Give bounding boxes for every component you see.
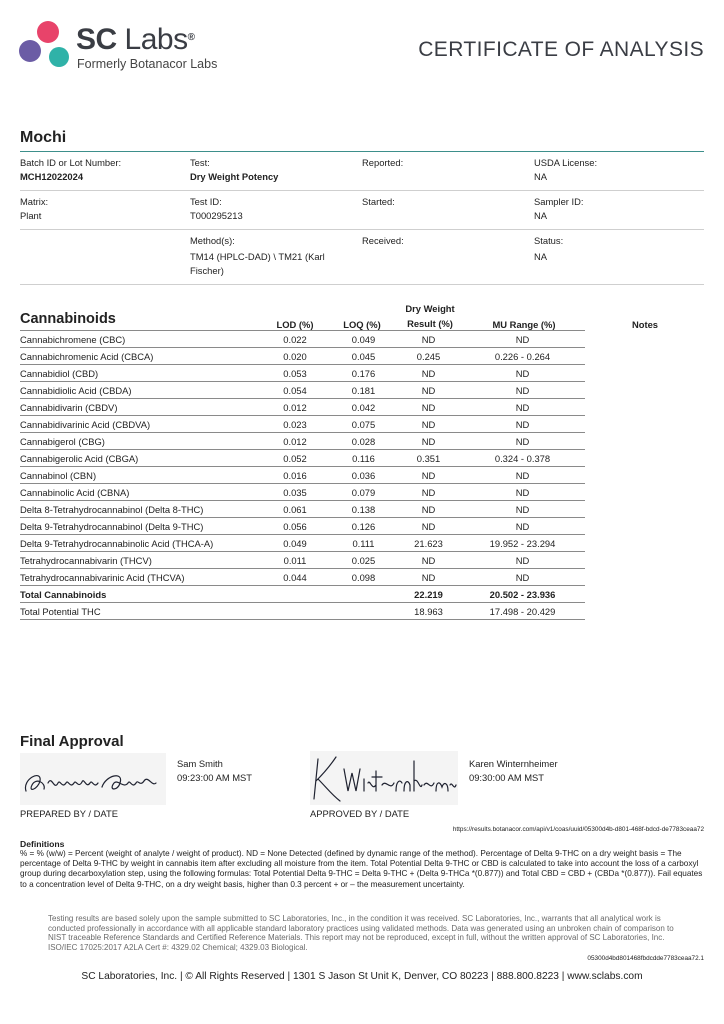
mu-range-value: ND — [460, 365, 585, 382]
analyte-name: Cannabichromene (CBC) — [20, 331, 260, 348]
mu-range-value: ND — [460, 552, 585, 569]
col-header-lod: LOD (%) — [276, 319, 314, 330]
prepared-signature — [20, 753, 166, 805]
analyte-name: Cannabigerolic Acid (CBGA) — [20, 450, 260, 467]
result-value: ND — [397, 501, 460, 518]
coa-url: https://results.botanacor.com/api/v1/coas/uuid/05300d4b-d801-468f-bdcd-de7783ceaa72 — [452, 826, 704, 833]
col-header-loq: LOQ (%) — [343, 319, 381, 330]
usda-info: USDA License: NA — [534, 157, 598, 182]
total-row — [20, 603, 585, 620]
loq-value: 0.111 — [330, 535, 397, 552]
analyte-name: Tetrahydrocannabivarin (THCV) — [20, 552, 260, 569]
analyte-name: Cannabinolic Acid (CBNA) — [20, 484, 260, 501]
sampler-info: Sampler ID: NA — [534, 196, 584, 221]
mu-range-value: ND — [460, 518, 585, 535]
analyte-name: Cannabinol (CBN) — [20, 467, 260, 484]
method-info: Method(s): TM14 (HPLC-DAD) \ TM21 (Karl Fischer) — [190, 235, 325, 276]
lod-value: 0.052 — [260, 450, 330, 467]
table-row — [20, 501, 585, 518]
total-row — [20, 586, 585, 603]
received-info: Received: — [362, 235, 404, 246]
loq-value: 0.176 — [330, 365, 397, 382]
final-approval-title: Final Approval — [20, 733, 124, 750]
result-value: ND — [397, 399, 460, 416]
mu-range-value: ND — [460, 416, 585, 433]
analyte-name: Delta 8-Tetrahydrocannabinol (Delta 8-THC) — [20, 501, 260, 518]
col-header-mu: MU Range (%) — [492, 319, 556, 330]
lod-value: 0.053 — [260, 365, 330, 382]
mu-range-value: ND — [460, 382, 585, 399]
started-info: Started: — [362, 196, 395, 207]
batch-info: Batch ID or Lot Number: MCH12022024 — [20, 157, 122, 182]
analyte-name: Cannabidiolic Acid (CBDA) — [20, 382, 260, 399]
definitions-title: Definitions — [20, 839, 65, 849]
product-name: Mochi — [20, 129, 67, 146]
table-row — [20, 518, 585, 535]
analyte-name: Tetrahydrocannabivarinic Acid (THCVA) — [20, 569, 260, 586]
lod-value: 0.022 — [260, 331, 330, 348]
info-divider — [20, 190, 704, 191]
analyte-name: Cannabidiol (CBD) — [20, 365, 260, 382]
col-header-notes: Notes — [631, 319, 659, 330]
result-value: 21.623 — [397, 535, 460, 552]
total-name: Total Potential THC — [20, 603, 260, 620]
result-value: ND — [397, 552, 460, 569]
result-value: 0.351 — [397, 450, 460, 467]
brand-subtitle: Formerly Botanacor Labs — [77, 57, 218, 71]
prepared-caption: PREPARED BY / DATE — [20, 808, 118, 819]
result-value: ND — [397, 382, 460, 399]
result-value: ND — [397, 484, 460, 501]
table-row — [20, 484, 585, 501]
table-row — [20, 450, 585, 467]
table-row — [20, 348, 585, 365]
test-id-info: Test ID: T000295213 — [190, 196, 243, 221]
result-value: ND — [397, 569, 460, 586]
loq-value: 0.126 — [330, 518, 397, 535]
cannabinoids-table — [20, 330, 585, 620]
lod-value: 0.011 — [260, 552, 330, 569]
table-row — [20, 331, 585, 348]
table-row — [20, 552, 585, 569]
mu-range-value: 0.324 - 0.378 — [460, 450, 585, 467]
result-value: ND — [397, 416, 460, 433]
approved-by: Karen Winternheimer 09:30:00 AM MST — [469, 758, 558, 783]
header — [0, 0, 724, 90]
mu-range-value: ND — [460, 467, 585, 484]
total-mu-range: 17.498 - 20.429 — [460, 603, 585, 620]
loq-value: 0.049 — [330, 331, 397, 348]
analyte-name: Delta 9-Tetrahydrocannabinolic Acid (THCA-A) — [20, 535, 260, 552]
analyte-name: Cannabichromenic Acid (CBCA) — [20, 348, 260, 365]
table-row — [20, 433, 585, 450]
total-mu-range: 20.502 - 23.936 — [460, 586, 585, 603]
mu-range-value: ND — [460, 569, 585, 586]
total-name: Total Cannabinoids — [20, 586, 260, 603]
loq-value: 0.079 — [330, 484, 397, 501]
result-value: 0.245 — [397, 348, 460, 365]
table-row — [20, 399, 585, 416]
lod-value: 0.044 — [260, 569, 330, 586]
lod-value: 0.020 — [260, 348, 330, 365]
loq-value: 0.075 — [330, 416, 397, 433]
table-row — [20, 467, 585, 484]
mu-range-value: ND — [460, 399, 585, 416]
prepared-signature-icon — [20, 753, 166, 805]
lod-value: 0.012 — [260, 433, 330, 450]
loq-value: 0.116 — [330, 450, 397, 467]
lod-value: 0.035 — [260, 484, 330, 501]
lod-value: 0.012 — [260, 399, 330, 416]
loq-value: 0.045 — [330, 348, 397, 365]
reported-info: Reported: — [362, 157, 404, 168]
analyte-name: Delta 9-Tetrahydrocannabinol (Delta 9-THC) — [20, 518, 260, 535]
analyte-name: Cannabidivarinic Acid (CBDVA) — [20, 416, 260, 433]
approved-caption: APPROVED BY / DATE — [310, 808, 410, 819]
table-row — [20, 569, 585, 586]
mu-range-value: ND — [460, 433, 585, 450]
total-result: 18.963 — [397, 603, 460, 620]
mu-range-value: ND — [460, 331, 585, 348]
product-divider — [20, 151, 704, 152]
cannabinoids-title: Cannabinoids — [20, 311, 116, 327]
empty-cell — [330, 603, 397, 620]
loq-value: 0.025 — [330, 552, 397, 569]
info-divider — [20, 284, 704, 285]
table-row — [20, 535, 585, 552]
col-header-result: Dry Weight Result (%) — [405, 303, 455, 329]
definitions-text: % = % (w/w) = Percent (weight of analyte / weight of product). ND = None Detected (defined by dynamic range of the method). Percentage of Delta 9-THC on a dry weight basis = The percentage of Delta 9-THC by weight in cannabis item after excluding all moisture from the item. Total Potential Delta 9-THC or CBD is calculated to take into account the loss of a carboxyl group during decarboxylation step, using the following formulas: Total Potential Delta 9-THC = Delta 9-THC + (Delta 9-THCa *(0.877)) and Total CBD = CBD + (CBDa *(0.877)). Fail equates to a concentration level of Delta 9-THC, on a dry weight basis, higher than 0.3 percent + or – the measurement uncertainty. — [20, 849, 703, 889]
mu-range-value: ND — [460, 501, 585, 518]
approved-signature — [310, 751, 458, 805]
loq-value: 0.138 — [330, 501, 397, 518]
lod-value: 0.061 — [260, 501, 330, 518]
total-result: 22.219 — [397, 586, 460, 603]
loq-value: 0.028 — [330, 433, 397, 450]
lod-value: 0.056 — [260, 518, 330, 535]
lod-value: 0.016 — [260, 467, 330, 484]
document-title: CERTIFICATE OF ANALYSIS — [418, 38, 704, 61]
result-value: ND — [397, 365, 460, 382]
mu-range-value: 0.226 - 0.264 — [460, 348, 585, 365]
test-info: Test: Dry Weight Potency — [190, 157, 279, 182]
mu-range-value: ND — [460, 484, 585, 501]
mu-range-value: 19.952 - 23.294 — [460, 535, 585, 552]
lod-value: 0.049 — [260, 535, 330, 552]
loq-value: 0.098 — [330, 569, 397, 586]
matrix-info: Matrix: Plant — [20, 196, 49, 221]
result-value: ND — [397, 433, 460, 450]
lod-value: 0.023 — [260, 416, 330, 433]
empty-cell — [260, 603, 330, 620]
loq-value: 0.042 — [330, 399, 397, 416]
result-value: ND — [397, 331, 460, 348]
info-divider — [20, 229, 704, 230]
loq-value: 0.036 — [330, 467, 397, 484]
sc-labs-logo-icon — [18, 20, 70, 70]
footer: SC Laboratories, Inc. | © All Rights Reserved | 1301 S Jason St Unit K, Denver, CO 80223 | 888.800.8223 | www.sclabs.com — [81, 971, 643, 982]
analyte-name: Cannabidivarin (CBDV) — [20, 399, 260, 416]
loq-value: 0.181 — [330, 382, 397, 399]
analyte-name: Cannabigerol (CBG) — [20, 433, 260, 450]
result-value: ND — [397, 518, 460, 535]
document-hash: 05300d4bd801468fbdcdde7783ceaa72.1 — [587, 955, 704, 962]
lod-value: 0.054 — [260, 382, 330, 399]
status-info: Status: NA — [534, 235, 564, 262]
table-row — [20, 416, 585, 433]
prepared-by: Sam Smith 09:23:00 AM MST — [177, 758, 253, 783]
disclaimer-text: Testing results are based solely upon the sample submitted to SC Laboratories, Inc., in the condition it was received. SC Laboratories, Inc., warrants that all analytical work is conducted professionally in accordance with all applicable standard laboratory practices using validated methods. Data was generated using an unbroken chain of comparison to NIST traceable Reference Standards and Certified Reference Materials. This report may not be reproduced, except in full, without the written approval of SC Laboratories, Inc. ISO/IEC 17025:2017 A2LA Cert #: 4329.02 Chemical; 4329.03 Biological. — [48, 914, 674, 952]
result-value: ND — [397, 467, 460, 484]
empty-cell — [260, 586, 330, 603]
table-row — [20, 382, 585, 399]
table-row — [20, 365, 585, 382]
empty-cell — [330, 586, 397, 603]
approved-signature-icon — [310, 751, 458, 805]
brand-name: SC Labs® — [76, 23, 195, 56]
